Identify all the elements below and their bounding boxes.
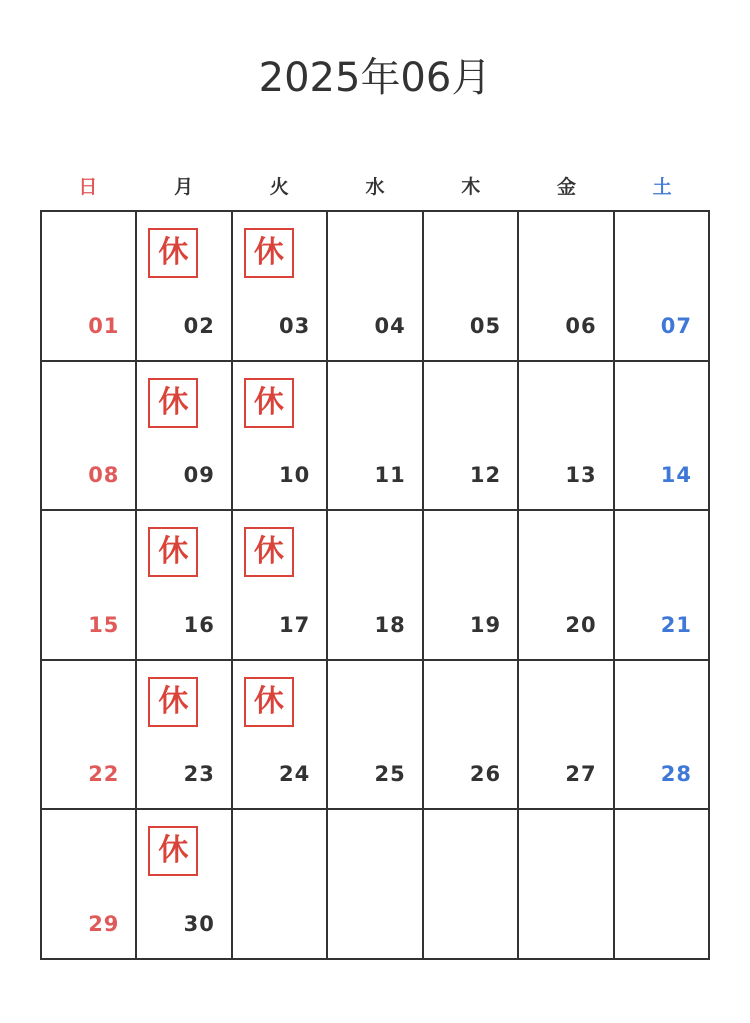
day-number: 24: [279, 762, 311, 787]
weekday-thu: 木: [461, 176, 481, 198]
day-number: 04: [374, 313, 406, 338]
day-cell[interactable]: [137, 810, 232, 960]
day-number: 16: [183, 612, 215, 637]
day-cell[interactable]: [424, 661, 519, 811]
day-cell[interactable]: [137, 511, 232, 661]
day-cell: [519, 810, 614, 960]
day-cell[interactable]: [42, 362, 137, 512]
day-cell[interactable]: [424, 212, 519, 362]
holiday-badge: 休: [244, 677, 294, 727]
weekday-fri: 金: [556, 176, 576, 198]
day-number: 05: [469, 313, 502, 338]
day-cell[interactable]: [42, 810, 137, 960]
day-cell[interactable]: [615, 212, 710, 362]
holiday-badge: 休: [148, 826, 198, 876]
day-number: 06: [565, 313, 597, 338]
day-cell[interactable]: [233, 661, 328, 811]
day-number: 07: [660, 313, 692, 338]
day-number: 30: [183, 912, 215, 936]
weekday-sun: 日: [78, 176, 98, 198]
day-cell[interactable]: [233, 212, 328, 362]
day-cell[interactable]: [42, 511, 137, 661]
day-cell[interactable]: [424, 362, 519, 512]
holiday-badge: 休: [148, 378, 198, 428]
day-number: 01: [88, 313, 120, 338]
day-number: 27: [565, 762, 597, 787]
day-cell[interactable]: [137, 362, 232, 512]
day-number: 25: [374, 762, 406, 787]
weekday-tue: 火: [269, 176, 289, 198]
day-cell[interactable]: [42, 212, 137, 362]
day-number: 26: [469, 762, 502, 787]
day-cell[interactable]: [328, 661, 423, 811]
day-cell[interactable]: [328, 511, 423, 661]
day-number: 29: [88, 912, 120, 936]
day-number: 03: [279, 313, 311, 338]
day-number: 12: [469, 463, 502, 488]
day-number: 10: [279, 463, 311, 488]
day-cell[interactable]: [328, 362, 423, 512]
calendar-title: 2025年06月: [258, 55, 492, 101]
holiday-badge: 休: [244, 378, 294, 428]
calendar-grid: [40, 210, 710, 960]
day-cell[interactable]: [519, 212, 614, 362]
day-number: 15: [88, 612, 120, 637]
day-number: 11: [374, 463, 406, 488]
day-cell[interactable]: [519, 661, 614, 811]
weekday-header: [40, 172, 710, 202]
holiday-badge: 休: [148, 677, 198, 727]
day-cell[interactable]: [137, 212, 232, 362]
day-cell[interactable]: [615, 362, 710, 512]
day-cell[interactable]: [137, 661, 232, 811]
day-cell: [328, 810, 423, 960]
day-cell[interactable]: [233, 511, 328, 661]
day-number: 02: [183, 313, 215, 338]
day-cell: [233, 810, 328, 960]
day-number: 19: [469, 612, 502, 637]
day-cell[interactable]: [615, 511, 710, 661]
day-number: 22: [88, 762, 120, 787]
day-number: 23: [183, 762, 215, 787]
weekday-wed: 水: [365, 176, 385, 198]
day-cell[interactable]: [328, 212, 423, 362]
day-number: 14: [660, 463, 692, 488]
day-number: 09: [183, 463, 215, 488]
weekday-mon: 月: [174, 176, 194, 198]
day-number: 08: [88, 463, 120, 488]
holiday-badge: 休: [244, 228, 294, 278]
day-cell[interactable]: [519, 362, 614, 512]
day-number: 21: [660, 612, 692, 637]
day-number: 20: [565, 612, 597, 637]
day-number: 18: [374, 612, 406, 637]
day-cell: [424, 810, 519, 960]
holiday-badge: 休: [148, 228, 198, 278]
holiday-badge: 休: [244, 527, 294, 577]
day-number: 13: [565, 463, 597, 488]
day-cell[interactable]: [424, 511, 519, 661]
day-cell[interactable]: [615, 661, 710, 811]
day-cell[interactable]: [233, 362, 328, 512]
day-cell[interactable]: [519, 511, 614, 661]
day-number: 28: [660, 762, 692, 787]
holiday-badge: 休: [148, 527, 198, 577]
weekday-sat: 土: [652, 176, 672, 198]
day-number: 17: [279, 612, 311, 637]
day-cell: [615, 810, 710, 960]
day-cell[interactable]: [42, 661, 137, 811]
